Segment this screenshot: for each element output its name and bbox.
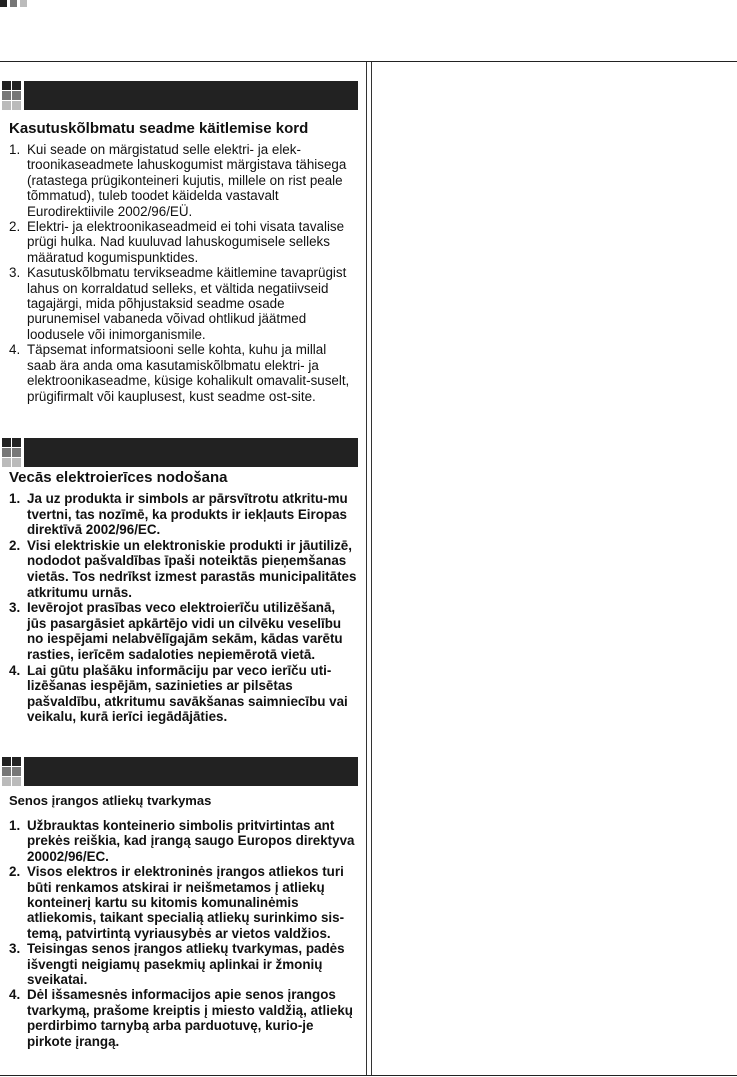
section-title: Vecās elektroierīces nodošana	[9, 469, 228, 486]
section-estonian	[0, 81, 366, 404]
bar-square	[2, 448, 11, 457]
bar-square	[12, 101, 21, 110]
item-number: 4.	[9, 662, 21, 678]
list-item	[9, 864, 358, 941]
bar-square	[2, 101, 11, 110]
corner-square-mid	[10, 0, 17, 7]
bar-square	[2, 777, 11, 786]
item-number: 1.	[9, 491, 21, 506]
corner-mark	[0, 0, 27, 7]
bar-fill	[24, 438, 358, 467]
bar-square	[12, 757, 21, 766]
item-text: Lai gūtu plašāku informāciju par veco ierīču uti-lizēšanas iespējām, sazinieties ar pilsētas pašvaldību, atkritumu savākšanas saimniecību vai veikalu, kurā ierīci iegādājāties.	[27, 662, 348, 725]
item-number: 2.	[9, 864, 21, 880]
bar-square	[12, 81, 21, 90]
corner-square-light	[20, 0, 27, 7]
list-item	[9, 491, 358, 538]
footer-rule	[0, 1075, 737, 1076]
bar-square	[12, 458, 21, 467]
item-text: Kui seade on märgistatud selle elektri- ja elek-troonikaseadmete lahuskogumist märgistava tähisega (ratastega prügikonteineri kujutis, millele on rist peale tõmmatud), tuleb toodet käidelda vastavalt Eurodirektiivile 2002/96/EÜ.	[27, 142, 347, 219]
corner-square-dark	[0, 0, 7, 7]
instruction-list	[0, 818, 366, 1049]
section-title: Kasutuskõlbmatu seadme käitlemise kord	[9, 120, 309, 137]
item-text: Teisingas senos įrangos atliekų tvarkymas, padės išvengti neigiamų pasekmių aplinkai ir žmonių sveikatai.	[27, 941, 345, 988]
section-header-bar	[0, 438, 366, 467]
item-number: 1.	[9, 818, 21, 833]
bar-square	[2, 438, 11, 447]
instruction-list	[0, 491, 366, 725]
list-item	[9, 941, 358, 987]
item-text: Užbrauktas konteinerio simbolis pritvirtintas ant prekės reiškia, kad įrangą saugo Europos direktyva 20002/96/EC.	[27, 818, 355, 864]
item-text: Elektri- ja elektroonikaseadmeid ei tohi visata tavalise prügi hulka. Nad kuuluvad lahuskogumisele selleks määratud kogumispunktides.	[27, 219, 345, 265]
header-rule	[0, 61, 737, 62]
section-header-bar	[0, 81, 366, 110]
item-text: Täpsemat informatsiooni selle kohta, kuhu ja millal saab ära anda oma kasutamiskõlbmatu elektri- ja elektroonikaseadme, küsige kohalikult omavalit-suselt, prügifirmalt või kauplusest, kust seadme ost-site.	[27, 342, 350, 404]
bar-square	[12, 91, 21, 100]
section-latvian	[0, 438, 366, 725]
list-item	[9, 987, 358, 1049]
item-number: 2.	[9, 219, 21, 235]
section-header-bar	[0, 757, 366, 786]
list-item	[9, 663, 358, 725]
item-text: Kasutuskõlbmatu tervikseadme käitlemine tavaprügist lahus on korraldatud selleks, et vältida negatiivseid tagajärgi, mida põhjustaksid seadme osade purunemisel vabaneda võivad ohtlikud jäätmed loodusele või inimorganismile.	[27, 265, 347, 342]
bar-square	[12, 767, 21, 776]
bar-square	[12, 438, 21, 447]
bar-square	[2, 757, 11, 766]
item-text: Dėl išsamesnės informacijos apie senos įrangos tvarkymą, prašome kreiptis į miesto valdžią, atliekų perdirbimo tarnybą arba parduotuvę, kurio-je pirkote įrangą.	[27, 987, 353, 1049]
bar-square	[2, 81, 11, 90]
item-text: Visi elektriskie un elektroniskie produkti ir jāutilizē, nododot pašvaldības īpaši noteiktās pieņemšanas vietās. Tos nedrīkst izmest parastās municipalitātes atkritumu urnās.	[27, 537, 357, 600]
item-text: Visos elektros ir elektroninės įrangos atliekos turi būti renkamos atskirai ir neišmetamos į atliekų konteinerį kartu su kitomis komunalinėmis atliekomis, taikant specialią atliekų surinkimo sis-temą, patvirtintą vyriausybės ar vietos valdžios.	[27, 864, 345, 941]
list-item	[9, 342, 358, 404]
bar-fill	[24, 757, 358, 786]
item-number: 3.	[9, 600, 21, 616]
item-number: 1.	[9, 142, 21, 157]
section-lithuanian	[0, 757, 366, 1049]
item-number: 3.	[9, 941, 21, 957]
item-text: Ja uz produkta ir simbols ar pārsvītrotu atkritu-mu tvertni, tas nozīmē, ka produkts ir iekļauts Eiropas direktīvā 2002/96/EC.	[27, 491, 348, 538]
column-divider-left	[366, 62, 367, 1075]
list-item	[9, 538, 358, 600]
list-item	[9, 265, 358, 342]
item-number: 4.	[9, 987, 21, 1003]
list-item	[9, 600, 358, 662]
instruction-list	[0, 142, 366, 404]
section-title: Senos įrangos atliekų tvarkymas	[9, 793, 212, 808]
column-divider-right	[371, 62, 372, 1075]
bar-square	[2, 767, 11, 776]
item-text: Ievērojot prasības veco elektroierīču utilizēšanā, jūs pasargāsiet apkārtējo vidi un cilvēku veselību no iespējami nelabvēlīgajām sekām, kādas varētu rasties, ierīcēm sadaloties nepiemērotā vietā.	[27, 600, 343, 662]
item-number: 2.	[9, 537, 21, 553]
item-number: 3.	[9, 265, 21, 281]
bar-square	[12, 448, 21, 457]
item-number: 4.	[9, 342, 21, 358]
bar-fill	[24, 81, 358, 110]
bar-square	[2, 91, 11, 100]
list-item	[9, 142, 358, 219]
bar-square	[2, 458, 11, 467]
list-item	[9, 818, 358, 864]
bar-square	[12, 777, 21, 786]
list-item	[9, 219, 358, 265]
